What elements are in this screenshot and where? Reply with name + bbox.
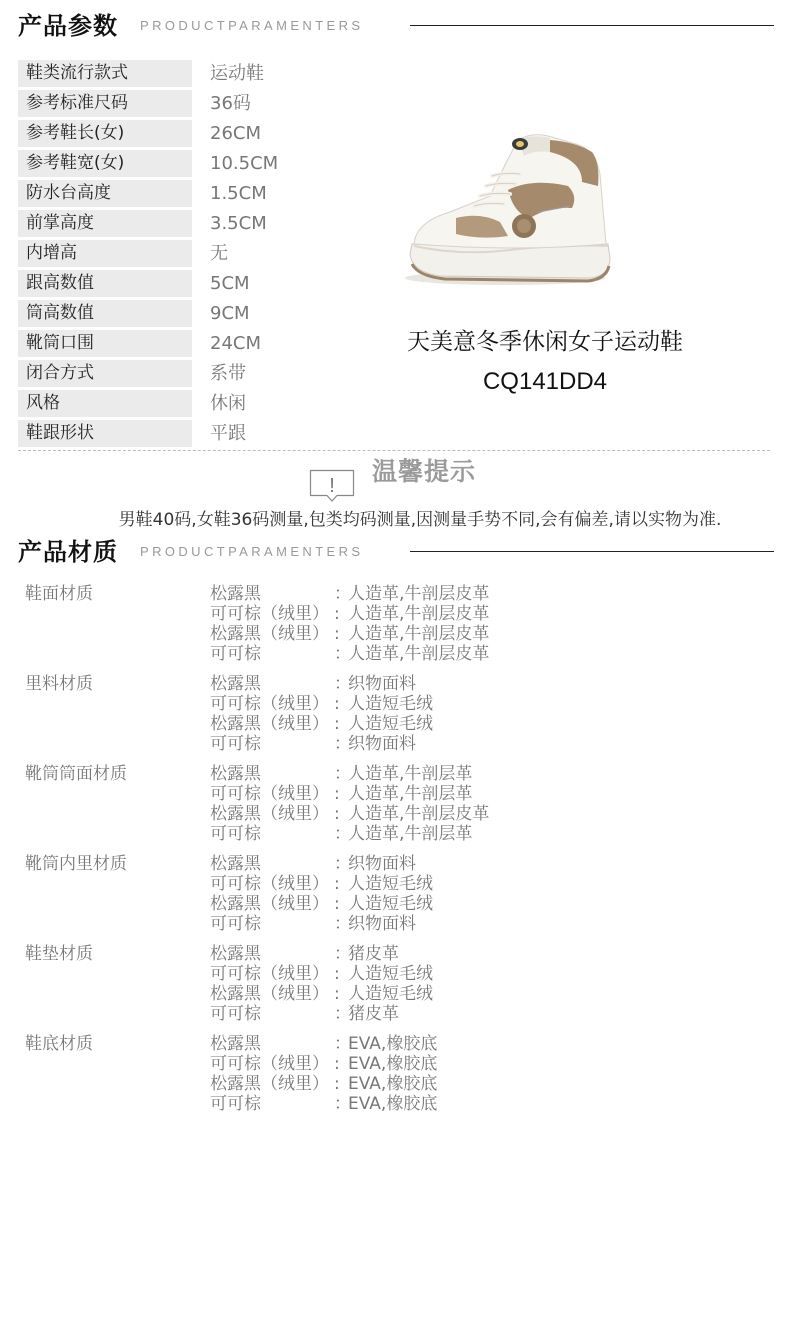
material-variant: 可可棕 (210, 914, 261, 934)
material-value: 人造革,牛剖层皮革 (348, 804, 490, 824)
material-value: 人造短毛绒 (348, 984, 433, 1004)
param-row (18, 420, 398, 450)
material-value: 织物面料 (348, 674, 416, 694)
material-colon: : (334, 1054, 340, 1074)
material-colon: : (334, 604, 340, 624)
material-line (210, 1004, 765, 1024)
section-rule (410, 25, 774, 26)
param-label: 参考标准尺码 (18, 90, 192, 117)
material-colon: ： (334, 1004, 351, 1024)
param-row (18, 240, 398, 270)
param-value: 9CM (210, 303, 250, 324)
material-line (210, 944, 765, 964)
material-line (210, 964, 765, 984)
material-line (210, 734, 765, 754)
material-colon: ： (334, 644, 351, 664)
material-colon: ： (334, 764, 351, 784)
param-value: 10.5CM (210, 153, 279, 174)
material-label: 鞋底材质 (25, 1034, 93, 1054)
material-value: 人造革,牛剖层皮革 (348, 644, 490, 664)
param-value: 36码 (210, 93, 251, 114)
param-row (18, 60, 398, 90)
material-colon: : (334, 804, 340, 824)
material-line (210, 674, 765, 694)
section-title: 产品材质 (18, 538, 118, 566)
material-colon: : (334, 714, 340, 734)
material-label: 靴筒筒面材质 (25, 764, 127, 784)
section-header-params (18, 9, 774, 43)
material-line (210, 824, 765, 844)
material-colon: ： (334, 674, 351, 694)
material-colon: : (334, 624, 340, 644)
material-variant: 可可棕（绒里） (210, 604, 329, 624)
materials-list (25, 584, 765, 1124)
product-code: CQ141DD4 (482, 368, 608, 395)
param-label: 闭合方式 (18, 360, 192, 387)
param-row (18, 90, 398, 120)
material-colon: : (334, 964, 340, 984)
param-row (18, 180, 398, 210)
section-subtitle: PRODUCTPARAMENTERS (140, 544, 364, 559)
material-variant: 松露黑（绒里） (210, 624, 329, 644)
material-value: 人造革,牛剖层皮革 (348, 624, 490, 644)
material-colon: : (334, 984, 340, 1004)
material-variant: 可可棕（绒里） (210, 1054, 329, 1074)
material-line (210, 784, 765, 804)
material-label: 靴筒内里材质 (25, 854, 127, 874)
param-value: 24CM (210, 333, 262, 354)
material-variant: 松露黑（绒里） (210, 894, 329, 914)
material-colon: ： (334, 734, 351, 754)
material-colon: : (334, 894, 340, 914)
material-line (210, 584, 765, 604)
param-label: 参考鞋长(女) (18, 120, 192, 147)
param-label: 跟高数值 (18, 270, 192, 297)
material-line (210, 714, 765, 734)
param-value: 1.5CM (210, 183, 267, 204)
material-line (210, 764, 765, 784)
section-header-materials (18, 535, 774, 569)
material-line (210, 604, 765, 624)
material-colon: ： (334, 824, 351, 844)
param-row (18, 390, 398, 420)
material-variant: 可可棕（绒里） (210, 784, 329, 804)
material-variant: 松露黑 (210, 854, 261, 874)
material-colon: ： (334, 854, 351, 874)
material-variant: 可可棕（绒里） (210, 964, 329, 984)
sneaker-image (400, 126, 615, 291)
material-value: 人造短毛绒 (348, 714, 433, 734)
material-value: 人造短毛绒 (348, 874, 433, 894)
material-value: EVA,橡胶底 (348, 1074, 438, 1094)
material-group (25, 1034, 765, 1114)
material-value: EVA,橡胶底 (348, 1034, 438, 1054)
param-value: 运动鞋 (210, 63, 264, 84)
material-label: 鞋面材质 (25, 584, 93, 604)
material-line (210, 644, 765, 664)
param-row (18, 120, 398, 150)
material-variant: 松露黑（绒里） (210, 984, 329, 1004)
param-value: 5CM (210, 273, 250, 294)
material-value: 人造革,牛剖层皮革 (348, 584, 490, 604)
material-value: EVA,橡胶底 (348, 1054, 438, 1074)
param-label: 内增高 (18, 240, 192, 267)
warning-bubble-icon (309, 469, 355, 503)
material-colon: ： (334, 1094, 351, 1114)
material-label: 鞋垫材质 (25, 944, 93, 964)
param-value: 平跟 (210, 423, 246, 444)
material-group (25, 584, 765, 664)
material-line (210, 894, 765, 914)
material-line (210, 694, 765, 714)
param-value: 3.5CM (210, 213, 267, 234)
material-value: 人造短毛绒 (348, 694, 433, 714)
material-colon: : (334, 874, 340, 894)
material-value: 织物面料 (348, 854, 416, 874)
section-rule (410, 551, 774, 552)
param-table (18, 60, 398, 450)
section-subtitle: PRODUCTPARAMENTERS (140, 18, 364, 33)
material-value: 织物面料 (348, 914, 416, 934)
material-value: 人造短毛绒 (348, 894, 433, 914)
material-variant: 可可棕 (210, 824, 261, 844)
material-line (210, 854, 765, 874)
material-variant: 可可棕 (210, 1094, 261, 1114)
material-value: 人造革,牛剖层革 (348, 784, 473, 804)
material-variant: 松露黑（绒里） (210, 1074, 329, 1094)
material-line (210, 1034, 765, 1054)
material-variant: 松露黑 (210, 674, 261, 694)
material-label: 里料材质 (25, 674, 93, 694)
material-value: EVA,橡胶底 (348, 1094, 438, 1114)
param-row (18, 360, 398, 390)
material-line (210, 914, 765, 934)
material-colon: : (334, 1074, 340, 1094)
section-title: 产品参数 (18, 12, 118, 40)
param-label: 筒高数值 (18, 300, 192, 327)
material-variant: 松露黑 (210, 764, 261, 784)
product-name: 天美意冬季休闲女子运动鞋 (407, 329, 683, 355)
param-label: 鞋类流行款式 (18, 60, 192, 87)
tip-title: 温馨提示 (372, 457, 477, 486)
material-group (25, 854, 765, 934)
material-variant: 松露黑 (210, 1034, 261, 1054)
material-value: 人造短毛绒 (348, 964, 433, 984)
param-value: 26CM (210, 123, 262, 144)
param-row (18, 270, 398, 300)
param-row (18, 300, 398, 330)
material-group (25, 944, 765, 1024)
material-line (210, 874, 765, 894)
material-group (25, 764, 765, 844)
material-line (210, 984, 765, 1004)
material-value: 人造革,牛剖层革 (348, 824, 473, 844)
param-label: 防水台高度 (18, 180, 192, 207)
material-line (210, 1074, 765, 1094)
material-variant: 可可棕（绒里） (210, 694, 329, 714)
param-value: 无 (210, 243, 228, 264)
param-label: 鞋跟形状 (18, 420, 192, 447)
param-label: 参考鞋宽(女) (18, 150, 192, 177)
material-variant: 松露黑 (210, 584, 261, 604)
material-variant: 可可棕 (210, 644, 261, 664)
material-variant: 松露黑（绒里） (210, 804, 329, 824)
warning-symbol: ! (329, 475, 335, 497)
param-label: 靴筒口围 (18, 330, 192, 357)
param-row (18, 210, 398, 240)
material-colon: ： (334, 914, 351, 934)
param-label: 风格 (18, 390, 192, 417)
param-row (18, 330, 398, 360)
material-line (210, 1054, 765, 1074)
material-variant: 可可棕 (210, 734, 261, 754)
material-group (25, 674, 765, 754)
param-value: 休闲 (210, 393, 246, 414)
material-value: 人造革,牛剖层皮革 (348, 604, 490, 624)
material-value: 织物面料 (348, 734, 416, 754)
material-variant: 可可棕 (210, 1004, 261, 1024)
material-colon: : (334, 784, 340, 804)
dashed-divider (18, 450, 770, 451)
param-row (18, 150, 398, 180)
param-label: 前掌高度 (18, 210, 192, 237)
material-value: 人造革,牛剖层革 (348, 764, 473, 784)
material-line (210, 1094, 765, 1114)
material-value: 猪皮革 (348, 944, 399, 964)
material-value: 猪皮革 (348, 1004, 399, 1024)
material-colon: ： (334, 584, 351, 604)
material-variant: 松露黑（绒里） (210, 714, 329, 734)
material-line (210, 804, 765, 824)
material-variant: 可可棕（绒里） (210, 874, 329, 894)
material-colon: ： (334, 944, 351, 964)
material-variant: 松露黑 (210, 944, 261, 964)
material-colon: ： (334, 1034, 351, 1054)
param-value: 系带 (210, 363, 246, 384)
material-line (210, 624, 765, 644)
material-colon: : (334, 694, 340, 714)
tip-text: 男鞋40码,女鞋36码测量,包类均码测量,因测量手势不同,会有偏差,请以实物为准. (118, 510, 722, 530)
